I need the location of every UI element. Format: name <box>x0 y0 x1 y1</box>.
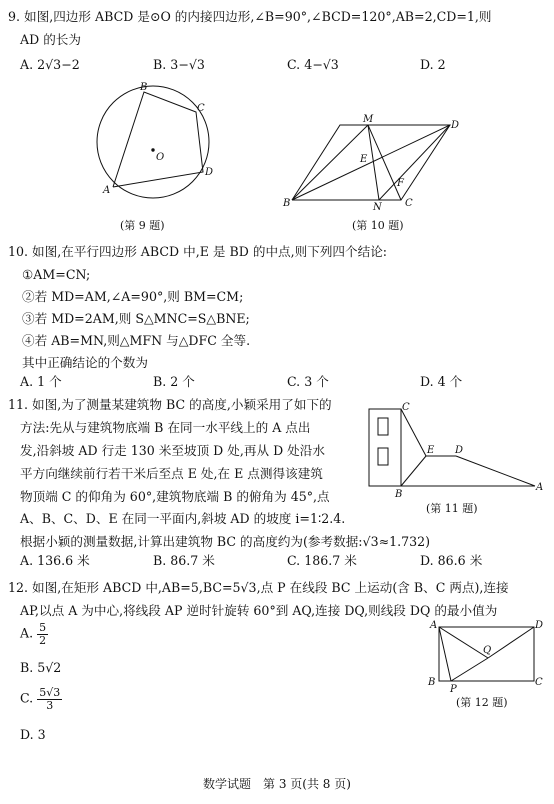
q10-statement-3: ③若 MD=2AM,则 S△MNC=S△BNE; <box>22 311 250 326</box>
q11-option-d: D. 86.6 米 <box>420 553 483 568</box>
q12-caption: (第 12 题) <box>456 696 508 709</box>
q10-figure <box>280 110 460 214</box>
q12-option-a-numerator: 5 <box>39 621 47 634</box>
q11-stem-line4: 平方向继续前行若干米后至点 E 处,在 E 点测得该建筑 <box>20 466 323 481</box>
q12-option-c-denominator: 3 <box>46 698 54 712</box>
q12-option-a-label: A. <box>20 625 34 641</box>
q12-option-c-fraction <box>37 687 62 711</box>
q12-label-d: D <box>535 620 544 631</box>
q9-label-o: O <box>156 152 165 163</box>
q10-ask: 其中正确结论的个数为 <box>22 355 148 370</box>
q11-label-e: E <box>427 445 435 456</box>
q11-caption: (第 11 题) <box>426 502 478 515</box>
q10-stem-line1: 10. 如图,在平行四边形 ABCD 中,E 是 BD 的中点,则下列四个结论: <box>8 244 388 259</box>
q11-stem-line7: 根据小颖的测量数据,计算出建筑物 BC 的高度约为(参考数据:√3≈1.732) <box>20 534 431 549</box>
page-footer: 数学试题 第 3 页(共 8 页) <box>203 777 351 791</box>
q12-option-c <box>20 687 62 711</box>
q9-label-a: A <box>103 185 111 196</box>
q12-figure <box>420 616 548 694</box>
q10-option-c: C. 3 个 <box>287 374 329 389</box>
q9-option-b: B. 3−√3 <box>153 57 205 72</box>
q9-label-c: C <box>197 103 205 114</box>
q11-option-a: A. 136.6 米 <box>20 553 90 568</box>
q11-figure <box>360 400 550 500</box>
q12-label-a: A <box>430 620 438 631</box>
q9-option-d: D. 2 <box>420 57 446 72</box>
q10-label-n: N <box>373 202 382 213</box>
q12-option-a-fraction <box>37 622 48 646</box>
q10-statement-1: ①AM=CN; <box>22 267 91 282</box>
q10-label-m: M <box>363 114 374 125</box>
q10-label-c: C <box>405 198 413 209</box>
q11-stem-line6: A、B、C、D、E 在同一平面内,斜坡 AD 的坡度 i=1∶2.4. <box>20 511 346 526</box>
q11-label-b: B <box>395 489 403 500</box>
q12-label-c: C <box>535 677 543 688</box>
q11-option-c: C. 186.7 米 <box>287 553 357 568</box>
q11-label-a: A <box>536 482 544 493</box>
q10-statement-4: ④若 AB=MN,则△MFN 与△DFC 全等. <box>22 333 251 348</box>
q12-label-p: P <box>450 684 457 694</box>
q12-stem-line1: 12. 如图,在矩形 ABCD 中,AB=5,BC=5√3,点 P 在线段 BC 上运动(含 B、C 两点),连接 <box>8 580 509 595</box>
q10-option-d: D. 4 个 <box>420 374 463 389</box>
q11-stem-line5: 物顶端 C 的仰角为 60°,建筑物底端 B 的俯角为 45°,点 <box>20 489 330 504</box>
q9-caption: (第 9 题) <box>120 219 165 232</box>
q9-label-b: B <box>140 82 148 93</box>
q10-label-b: B <box>283 198 291 209</box>
q12-option-b: B. 5√2 <box>20 660 62 675</box>
q10-label-d: D <box>451 120 460 131</box>
q12-option-c-numerator: 5√3 <box>39 686 61 699</box>
q12-stem-line2: AP,以点 A 为中心,将线段 AP 逆时针旋转 60°到 AQ,连接 DQ,则线段 DQ 的最小值为 <box>20 603 498 618</box>
q11-stem-line2: 方法:先从与建筑物底端 B 在同一水平线上的 A 点出 <box>20 420 311 435</box>
q11-label-c: C <box>402 402 410 413</box>
q9-stem-line2: AD 的长为 <box>20 32 81 47</box>
q11-stem-line3: 发,沿斜坡 AD 行走 130 米至坡顶 D 处,再从 D 处沿水 <box>20 443 325 458</box>
q10-option-a: A. 1 个 <box>20 374 62 389</box>
q10-label-e: E <box>360 154 368 165</box>
q9-stem-line1: 9. 如图,四边形 ABCD 是⊙O 的内接四边形,∠B=90°,∠BCD=120°,AB=2,CD=1,则 <box>8 9 492 24</box>
q10-statement-2: ②若 MD=AM,∠A=90°,则 BM=CM; <box>22 289 244 304</box>
q9-label-d: D <box>205 167 214 178</box>
q12-option-c-label: C. <box>20 690 34 706</box>
q9-option-c: C. 4−√3 <box>287 57 339 72</box>
q9-option-a: A. 2√3−2 <box>20 57 80 72</box>
q12-option-a <box>20 622 48 646</box>
q12-label-q: Q <box>483 645 492 656</box>
q9-figure <box>90 78 230 206</box>
q10-option-b: B. 2 个 <box>153 374 195 389</box>
q10-label-f: F <box>397 178 404 189</box>
q11-label-d: D <box>455 445 464 456</box>
q10-caption: (第 10 题) <box>352 219 404 232</box>
q11-option-b: B. 86.7 米 <box>153 553 215 568</box>
q12-label-b: B <box>428 677 436 688</box>
q12-option-d: D. 3 <box>20 727 46 742</box>
q12-option-a-denominator: 2 <box>39 633 47 647</box>
q11-stem-line1: 11. 如图,为了测量某建筑物 BC 的高度,小颖采用了如下的 <box>8 397 332 412</box>
